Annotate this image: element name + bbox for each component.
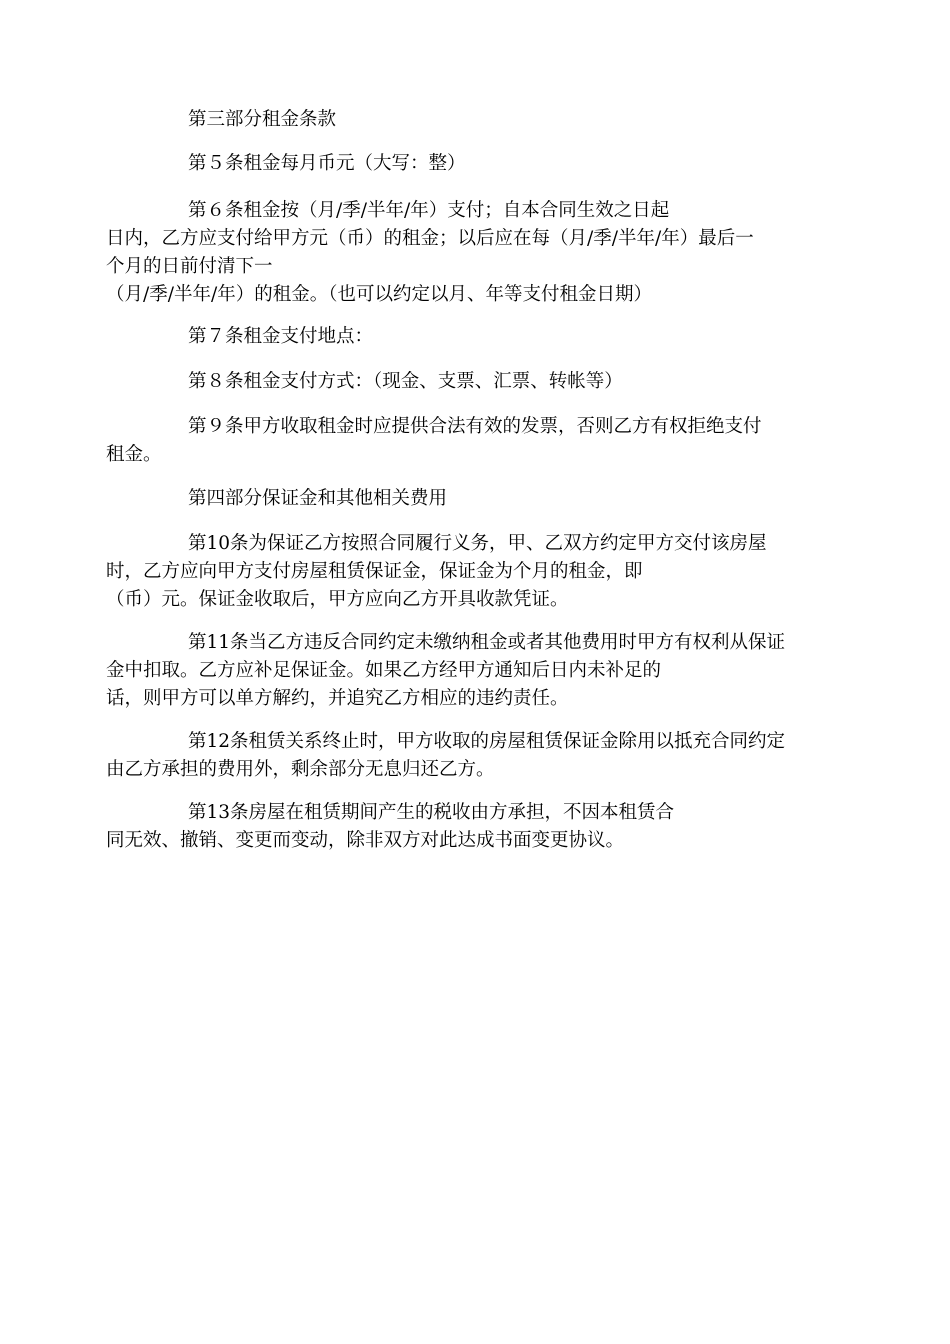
paragraph-line: 话，则甲方可以单方解约，并追究乙方相应的违约责任。 — [106, 688, 569, 709]
clause-5 — [106, 150, 856, 178]
clause-10 — [106, 530, 856, 614]
clause-11 — [106, 629, 856, 713]
clause-12 — [106, 728, 856, 784]
paragraph-line: 个月的日前付清下一 — [106, 256, 273, 277]
section-heading-deposit — [106, 485, 856, 513]
paragraph-line: 时，乙方应向甲方支付房屋租赁保证金，保证金为个月的租金，即 — [106, 561, 643, 582]
paragraph-line: 同无效、撤销、变更而变动，除非双方对此达成书面变更协议。 — [106, 830, 625, 851]
paragraph-line: 第10条为保证乙方按照合同履行义务，甲、乙双方约定甲方交付该房屋 — [188, 533, 767, 554]
paragraph-line: 第５条租金每月币元（大写：整） — [188, 153, 466, 174]
paragraph-line: 第８条租金支付方式：（现金、支票、汇票、转帐等） — [188, 371, 623, 392]
paragraph-line: 第６条租金按（月/季/半年/年）支付；自本合同生效之日起 — [188, 200, 670, 221]
paragraph-line: 第13条房屋在租赁期间产生的税收由方承担，不因本租赁合 — [188, 802, 675, 823]
clause-9 — [106, 413, 856, 469]
paragraph-line: 第12条租赁关系终止时，甲方收取的房屋租赁保证金除用以抵充合同约定 — [188, 731, 786, 752]
paragraph-line: （月/季/半年/年）的租金。（也可以约定以月、年等支付租金日期） — [106, 284, 652, 305]
section-heading-rent — [106, 106, 856, 134]
clause-7 — [106, 323, 856, 351]
paragraph-line: 租金。 — [106, 444, 162, 465]
paragraph-line: 第９条甲方收取租金时应提供合法有效的发票，否则乙方有权拒绝支付 — [188, 416, 762, 437]
clause-13 — [106, 799, 856, 855]
paragraph-line: （币）元。保证金收取后，甲方应向乙方开具收款凭证。 — [106, 589, 569, 610]
paragraph-line: 第四部分保证金和其他相关费用 — [188, 488, 448, 509]
paragraph-line: 第三部分租金条款 — [188, 109, 337, 130]
paragraph-line: 金中扣取。乙方应补足保证金。如果乙方经甲方通知后日内未补足的 — [106, 660, 662, 681]
paragraph-line: 由乙方承担的费用外，剩余部分无息归还乙方。 — [106, 759, 495, 780]
paragraph-line: 日内，乙方应支付给甲方元（币）的租金；以后应在每（月/季/半年/年）最后一 — [106, 228, 754, 249]
clause-6 — [106, 197, 856, 309]
paragraph-line: 第７条租金支付地点： — [188, 326, 374, 347]
clause-8 — [106, 368, 856, 396]
paragraph-line: 第11条当乙方违反合同约定未缴纳租金或者其他费用时甲方有权利从保证 — [188, 632, 786, 653]
